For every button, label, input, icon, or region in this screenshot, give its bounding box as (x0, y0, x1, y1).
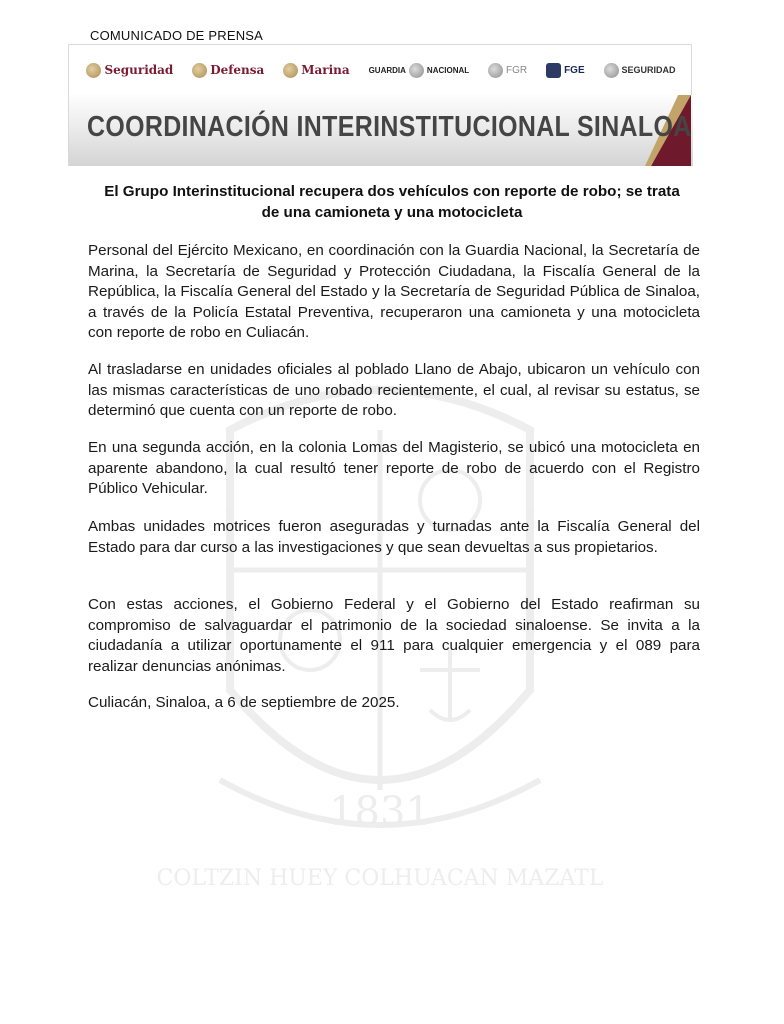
fgr-seal-icon (488, 63, 503, 78)
watermark-motto: COLTZIN HUEY COLHUACAN MAZATL (156, 866, 604, 891)
fge-logo (546, 63, 585, 78)
guardia-logo-text: GUARDIA (368, 65, 406, 75)
fge-shield-icon (546, 63, 561, 78)
defensa-logo-text: Defensa (210, 63, 265, 77)
body-paragraph-5: Con estas acciones, el Gobierno Federal y el Gobierno del Estado reafirman su compromiso de salvaguardar el patrimonio de la sociedad sinaloense. Se invita a la ciudadanía a utilizar oportunamente el 911 para cualquier emergencia y el 089 para realizar denuncias anónimas. (88, 596, 700, 675)
banner-title: COORDINACIÓN INTERINSTITUCIONAL SINALOA (87, 111, 692, 143)
seguridad-estatal-logo (604, 63, 676, 78)
defensa-logo (192, 63, 264, 78)
fgr-logo-text: FGR (506, 64, 528, 76)
eagle-emblem-icon (86, 63, 101, 78)
guardia-nacional-emblem-icon (409, 63, 424, 78)
marina-logo-text: Marina (301, 63, 350, 77)
eagle-emblem-icon (192, 63, 207, 78)
guardia-nacional-logo (369, 63, 470, 78)
state-shield-icon (604, 63, 619, 78)
seguridad-logo (86, 63, 173, 78)
press-release-headline: El Grupo Interinstitucional recupera dos vehículos con reporte de robo; se trata de una camioneta y una motocicleta (104, 183, 680, 221)
body-paragraph-1: Personal del Ejército Mexicano, en coordinación con la Guardia Nacional, la Secretaría de Marina, la Secretaría de Seguridad y Protección Ciudadana, la Fiscalía General de la República, la Fiscalía General del Estado y la Secretaría de Seguridad Pública de Sinaloa, a través de la Policía Estatal Preventiva, recuperaron una camioneta y una motocicleta con reporte de robo en Culiacán. (88, 242, 700, 341)
logo-strip (69, 45, 693, 95)
watermark-year: 1831 (329, 789, 431, 835)
fgr-logo (488, 63, 527, 78)
fge-logo-text: FGE (564, 64, 585, 76)
dateline: Culiacán, Sinaloa, a 6 de septiembre de 2025. (88, 694, 400, 711)
seguridad-estatal-logo-text: SEGURIDAD (621, 65, 676, 75)
eagle-emblem-icon (283, 63, 298, 78)
marina-logo (283, 63, 349, 78)
body-paragraph-2: Al trasladarse en unidades oficiales al poblado Llano de Abajo, ubicaron un vehículo con las mismas características de uno robado recientemente, el cual, al revisar su estatus, se determinó que cuenta con un reporte de robo. (88, 361, 700, 419)
institutional-banner (68, 44, 692, 166)
body-paragraph-4: Ambas unidades motrices fueron aseguradas y turnadas ante la Fiscalía General del Estado para dar curso a las investigaciones y que sean devueltas a sus propietarios. (88, 518, 700, 556)
nacional-logo-text: NACIONAL (426, 65, 470, 75)
seguridad-logo-text: Seguridad (104, 63, 174, 77)
body-paragraph-3: En una segunda acción, en la colonia Lomas del Magisterio, se ubicó una motocicleta en aparente abandono, la cual resultó tener reporte de robo de acuerdo con el Registro Público Vehicular. (88, 439, 700, 497)
document-type-label: COMUNICADO DE PRENSA (90, 28, 264, 43)
